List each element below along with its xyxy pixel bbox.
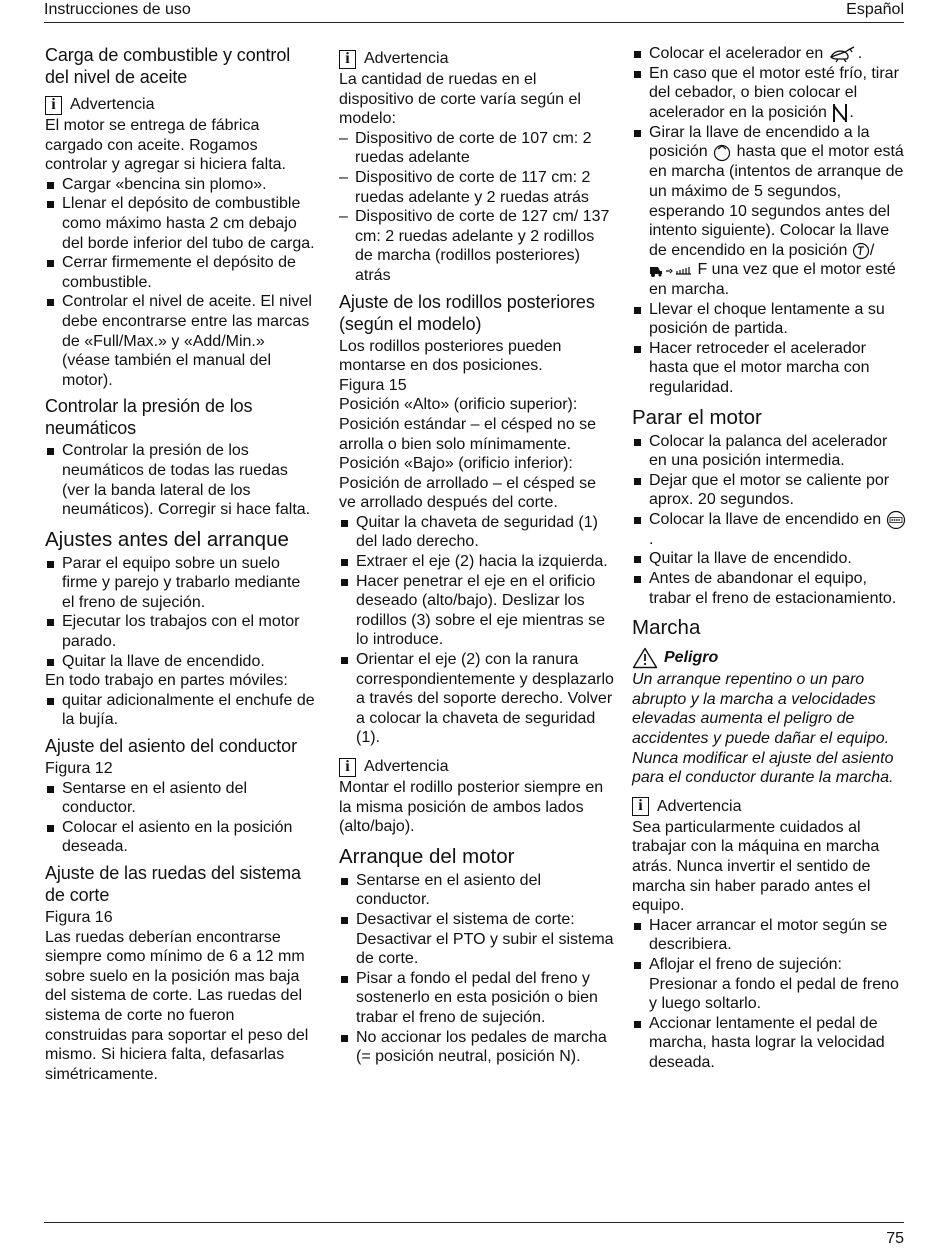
rollers-high: Posición «Alto» (orificio superior): Posición estándar – el césped no se arrolla o bien solo mínimamente. [339,396,597,453]
ignition-start-icon [712,142,732,162]
list-item: Controlar el nivel de aceite. El nivel debe encontrarse entre las marcas de «Full/Max.» y «Add/Min.» (véase también el manual del motor). [45,292,315,390]
list-item-text: . [649,530,654,548]
list-item: Hacer arrancar el motor según se describiera. [632,916,907,955]
info-icon: i [339,758,356,777]
cutting-deck-list [339,129,614,286]
column-3 [632,44,907,1073]
note-text: Montar el rodillo posterior siempre en la misma posición de ambos lados (alto/bajo). [339,779,604,836]
list-item: – Dispositivo de corte de 107 cm: 2 ruedas adelante [339,129,614,168]
list-item-text: Colocar el acelerador en [649,45,824,62]
list-item: Sentarse en el asiento del conductor. [339,871,614,910]
list-item: Quitar la llave de encendido. [45,652,315,672]
list-item: Llevar el choque lentamente a su posición de partida. [632,300,907,339]
list-item: Dejar que el motor se caliente por aprox. 20 segundos. [632,471,907,510]
tractor-light-icon [649,263,693,277]
list-item: Controlar la presión de los neumáticos de todas las ruedas (ver la banda lateral de los neumáticos). Corregir si hace falta. [45,441,315,519]
info-icon: i [632,797,649,816]
wheels-text: Las ruedas deberían encontrarse siempre como mínimo de 6 a 12 mm sobre suelo en la posición mas baja del sistema de corte. Las ruedas del sistema de corte no fueron construidas para soportar el peso del mismo. Si hiciera falta, defasarlas simétricamente. [45,928,309,1083]
heading-fuel: Carga de combustible y control del nivel de aceite [45,45,291,87]
fuel-list [45,175,315,391]
rollers-list [339,513,614,748]
stop-list [632,432,907,609]
list-item: Ejecutar los trabajos con el motor parado. [45,612,315,651]
list-item-text: . [857,45,863,62]
list-item: Desactivar el sistema de corte: Desactivar el PTO y subir el sistema de corte. [339,910,614,969]
info-icon: i [339,50,356,69]
page-header [44,0,904,23]
list-item: Accionar lentamente el pedal de marcha, hasta lograr la velocidad deseada. [632,1014,907,1073]
list-item: Aflojar el freno de sujeción: Presionar a fondo el pedal de freno y luego soltarlo. [632,955,907,1014]
list-item: Colocar la palanca del acelerador en una posición intermedia. [632,432,907,471]
list-item: Colocar el asiento en la posición deseada. [45,818,315,857]
note-heading [339,756,614,778]
list-item [632,510,907,550]
adjust-text: En todo trabajo en partes móviles: [45,672,288,690]
danger-text: Nunca modificar el ajuste del asiento para el conductor durante la marcha. [632,749,894,787]
list-item: Orientar el eje (2) con la ranura correspondientemente y desplazarlo a través del soporte derecho. Volver a colocar la chaveta de seguridad (1). [339,650,614,748]
list-item: – Dispositivo de corte de 117 cm: 2 ruedas adelante y 2 ruedas atrás [339,168,614,207]
list-item-text: F una vez que el motor esté en marcha. [649,261,896,298]
danger-text: Un arranque repentino o un paro abrupto y la marcha a velocidades elevadas aumenta el peligro de accidentes y puede dañar el equipo. [632,671,890,748]
adjust-list [45,554,315,672]
tire-list [45,441,315,519]
column-1 [45,44,315,1084]
ignition-run-icon [852,242,870,260]
list-item: Llenar el depósito de combustible como máximo hasta 2 cm debajo del borde inferior del tubo de carga. [45,194,315,253]
footer-rule [44,1222,904,1223]
header-title: Instrucciones de uso [44,1,191,18]
rollers-text: Los rodillos posteriores pueden montarse en dos posiciones. [339,337,562,375]
warning-triangle-icon [632,647,658,669]
drive-list [632,916,907,1073]
seat-list [45,779,315,857]
heading-drive: Marcha [632,616,701,640]
list-item: Antes de abandonar el equipo, trabar el freno de estacionamiento. [632,569,907,608]
rollers-low: Posición «Bajo» (orificio inferior): Posición de arrollado – el césped se ve arrollado después del corte. [339,455,597,512]
danger-label: Peligro [664,649,719,667]
list-item: quitar adicionalmente el enchufe de la bujía. [45,691,315,730]
list-item: – Dispositivo de corte de 127 cm/ 137 cm: 2 ruedas adelante y 2 rodillos de marcha (rodillos posteriores) atrás [339,207,614,285]
note-text: Sea particularmente cuidados al trabajar con la máquina en marcha atrás. Nunca invertir el sentido de marcha sin haber parado antes el equipo. [632,818,880,915]
header-language: Español [846,1,904,18]
adjust-list-2 [45,691,315,730]
heading-adjust: Ajustes antes del arranque [45,527,289,551]
list-item: Hacer penetrar el eje en el orificio deseado (alto/bajo). Deslizar los rodillos (3) sobre el eje mientras se lo introduce. [339,572,614,650]
start-list-continued [632,44,907,398]
hare-fast-icon [828,45,858,63]
heading-start: Arranque del motor [339,844,515,868]
list-item-text: / [869,241,875,259]
list-item-text: Colocar la llave de encendido en [649,511,882,529]
choke-icon [831,103,849,123]
wheels-figure-ref: Figura 16 [45,909,113,926]
list-item: Sentarse en el asiento del conductor. [45,779,315,818]
list-item-text: Girar la llave de encendido a la posición [649,123,870,161]
heading-seat: Ajuste del asiento del conductor [45,736,297,757]
list-item: Parar el equipo sobre un suelo firme y parejo y trabarlo mediante el freno de sujeción. [45,554,315,613]
list-item [632,64,907,123]
fuel-text: El motor se entrega de fábrica cargado con aceite. Rogamos controlar y agregar si hiciera falta. [45,117,286,174]
list-item: Pisar a fondo el pedal del freno y sostenerlo en esta posición o bien trabar el freno de sujeción. [339,969,614,1028]
seat-figure-ref: Figura 12 [45,760,113,778]
heading-tire: Controlar la presión de los neumáticos [45,396,253,439]
ignition-stop-icon [886,510,906,530]
list-item-text: . [849,104,854,122]
note-label: Advertencia [70,96,155,113]
note-label: Advertencia [364,758,449,775]
note-heading [45,94,315,116]
heading-stop: Parar el motor [632,405,762,429]
note-heading [339,48,614,70]
start-list [339,871,614,1067]
info-icon: i [45,96,62,115]
list-item-text: hasta que el motor está en marcha (intentos de arranque de un máximo de 5 segundos, esperando 10 segundos antes del intento siguiente). Colocar la llave de encendido en la posición [649,143,904,259]
list-item: Cargar «bencina sin plomo». [45,175,315,195]
column-2 [339,44,614,1067]
list-item-text: En caso que el motor esté frío, tirar del cebador, o bien colocar el acelerador en la posición [649,64,899,122]
list-item: Hacer retroceder el acelerador hasta que el motor marcha con regularidad. [632,339,907,398]
danger-heading [632,646,907,670]
note-heading [632,796,907,818]
list-item [632,123,907,300]
heading-rollers: Ajuste de los rodillos posteriores (según el modelo) [339,291,595,334]
list-item [632,44,907,64]
list-item: Cerrar firmemente el depósito de combustible. [45,253,315,292]
heading-wheels: Ajuste de las ruedas del sistema de corte [45,863,301,905]
note-label: Advertencia [364,50,449,67]
note-text: La cantidad de ruedas en el dispositivo de corte varía según el modelo: [339,71,581,128]
list-item: No accionar los pedales de marcha (= posición neutral, posición N). [339,1028,614,1067]
list-item: Extraer el eje (2) hacia la izquierda. [339,552,614,572]
rollers-figure-ref: Figura 15 [339,376,407,394]
list-item: Quitar la llave de encendido. [632,549,907,569]
list-item: Quitar la chaveta de seguridad (1) del lado derecho. [339,513,614,552]
note-label: Advertencia [657,797,742,815]
page-number: 75 [886,1230,904,1247]
